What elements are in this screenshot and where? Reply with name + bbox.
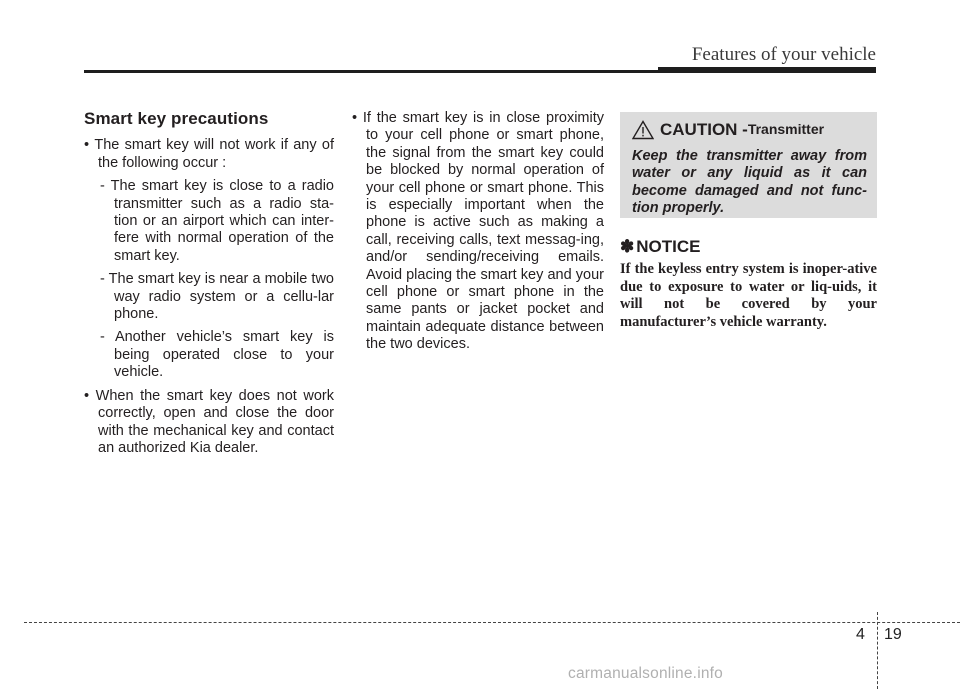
notice-text: If the keyless entry system is inoper-ative due to exposure to water or liq-uids, it will not be covered by your manufacturer’s vehicle warranty. bbox=[620, 261, 877, 330]
warning-triangle-icon bbox=[632, 120, 654, 140]
footer-rule bbox=[24, 622, 960, 623]
sub-item: - Another vehicle’s smart key is being operated close to your vehicle. bbox=[100, 329, 334, 381]
caution-subtitle: Transmitter bbox=[747, 121, 825, 138]
sub-item: - The smart key is close to a radio transmitter such as a radio sta-tion or an airport which can inter-fere with normal operation of the smart key. bbox=[100, 178, 334, 264]
header-rule-accent bbox=[658, 67, 876, 72]
sub-item: - The smart key is near a mobile two way radio system or a cellu-lar phone. bbox=[100, 271, 334, 323]
header-title: Features of your vehicle bbox=[691, 44, 876, 65]
bullet-item: • The smart key will not work if any of the following occur : bbox=[84, 137, 334, 172]
caution-title: CAUTION - bbox=[660, 120, 748, 140]
notice-header bbox=[620, 238, 877, 255]
notice-title: NOTICE bbox=[636, 237, 701, 256]
right-column bbox=[620, 112, 877, 331]
chapter-number: 4 bbox=[856, 626, 865, 643]
asterisk-icon: ✽ bbox=[620, 237, 635, 256]
footer-divider bbox=[877, 612, 878, 689]
left-column bbox=[84, 110, 334, 457]
caution-header bbox=[632, 120, 867, 140]
bullet-item: • If the smart key is in close proximity to your cell phone or smart phone, the signal from the smart key could be blocked by normal operation of your cell phone or smart phone. This is especially important when the phone is active such as making a call, receiving calls, text messag-ing, and/or sending/receiving emails. Avoid placing the smart key and your cell phone or smart phone in the same pants or jacket pocket and maintain adequate distance between the two devices. bbox=[352, 110, 604, 354]
watermark: carmanualsonline.info bbox=[568, 665, 723, 682]
caution-box bbox=[620, 112, 877, 218]
caution-text: Keep the transmitter away from water or any liquid as it can become damaged and not func-tion properly. bbox=[632, 148, 867, 217]
bullet-item: • When the smart key does not work correctly, open and close the door with the mechanical key and contact an authorized Kia dealer. bbox=[84, 388, 334, 458]
middle-column bbox=[352, 110, 604, 354]
section-heading: Smart key precautions bbox=[84, 109, 269, 128]
page-number: 19 bbox=[884, 626, 902, 643]
